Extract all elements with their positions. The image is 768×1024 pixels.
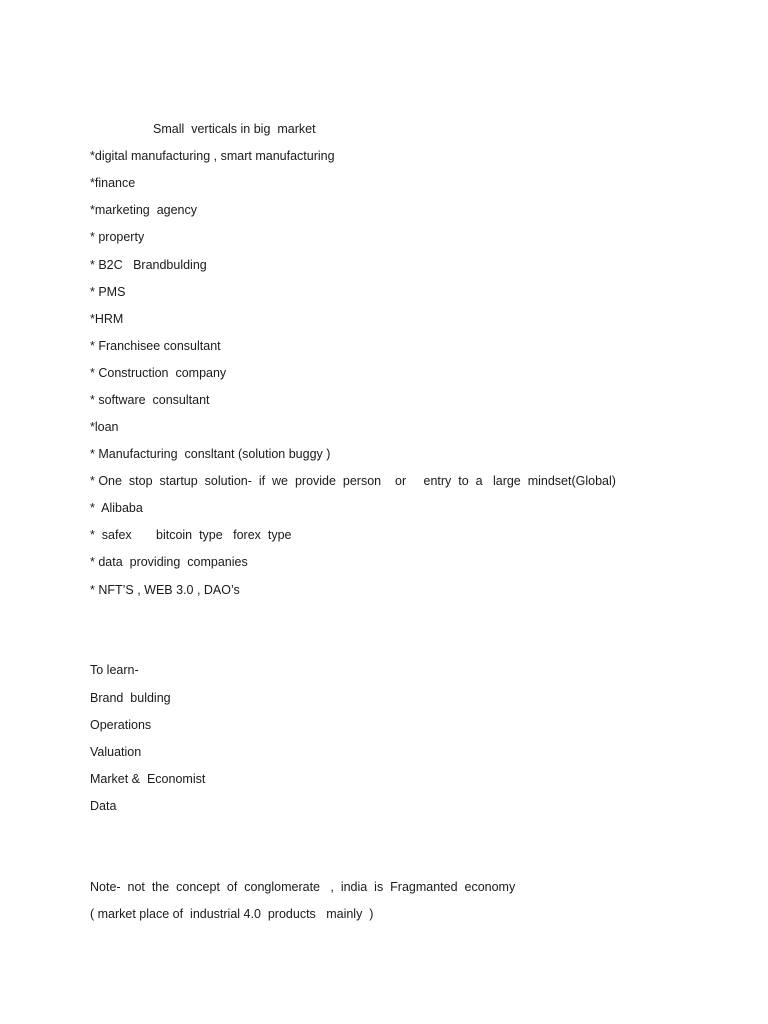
page-title: Small verticals in big market xyxy=(153,122,316,136)
list-item: * software consultant xyxy=(90,393,210,407)
list-item: * PMS xyxy=(90,285,126,299)
list-item: * B2C Brandbulding xyxy=(90,258,207,272)
list-item: * Franchisee consultant xyxy=(90,339,221,353)
list-item: * NFT’S , WEB 3.0 , DAO’s xyxy=(90,583,240,597)
note-text: Note- not the concept of conglomerate , india is Fragmanted economy xyxy=(90,880,516,894)
list-item: * Construction company xyxy=(90,366,227,380)
list-item: *finance xyxy=(90,176,136,190)
list-item: * property xyxy=(90,230,145,244)
learn-item: Valuation xyxy=(90,745,142,759)
list-item: * data providing companies xyxy=(90,555,248,569)
list-item: * safex bitcoin type forex type xyxy=(90,528,292,542)
learn-item: Market & Economist xyxy=(90,772,206,786)
learn-item: Brand bulding xyxy=(90,691,171,705)
learn-item: Data xyxy=(90,799,117,813)
list-item: *loan xyxy=(90,420,119,434)
learn-item: Operations xyxy=(90,718,152,732)
learn-heading: To learn- xyxy=(90,663,139,677)
list-item: *marketing agency xyxy=(90,203,198,217)
list-item: *HRM xyxy=(90,312,124,326)
list-item: * Manufacturing consltant (solution buggy ) xyxy=(90,447,331,461)
list-item: * Alibaba xyxy=(90,501,143,515)
list-item: *digital manufacturing , smart manufacturing xyxy=(90,149,335,163)
note-text: ( market place of industrial 4.0 products mainly ) xyxy=(90,907,374,921)
list-item: * One stop startup solution- if we provide person or entry to a large mindset(Global) xyxy=(90,474,616,488)
